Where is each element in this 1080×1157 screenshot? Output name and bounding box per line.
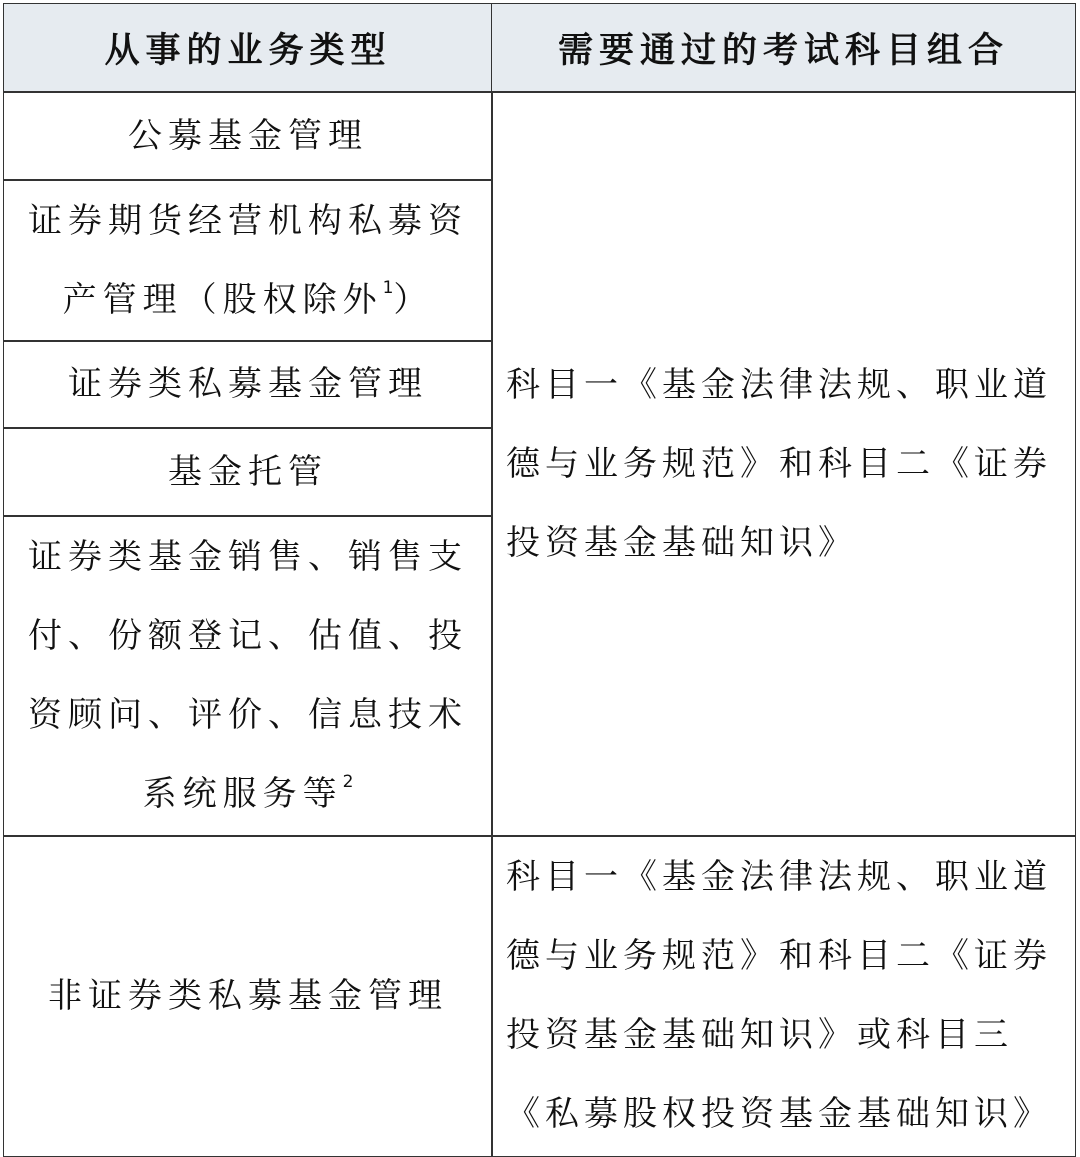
header-text: 需要通过的考试科目组合 <box>557 31 1009 71</box>
exam-combination-cell <box>491 835 1076 1157</box>
business-text: 证券类基金销售、销售支 <box>28 537 468 577</box>
business-text-tail: ） <box>393 279 434 320</box>
exam-text: 德与业务规范》和科目二《证券 <box>506 443 1052 484</box>
header-text: 从事的业务类型 <box>104 31 392 71</box>
exam-combination-cell <box>491 91 1076 837</box>
exam-text: 《私募股权投资基金基础知识》 <box>506 1094 1052 1134</box>
exam-text: 投资基金基础知识》 <box>506 522 857 563</box>
business-text: 资顾问、评价、信息技术 <box>28 695 468 735</box>
footnote-marker: 1 <box>382 277 394 298</box>
business-text: 公募基金管理 <box>128 115 368 156</box>
business-text-part: 系统服务等 <box>142 774 343 814</box>
table-row-business <box>3 835 493 1157</box>
business-text: 证券类私募基金管理 <box>68 364 428 404</box>
business-text-part: 产管理（股权除外 <box>62 279 383 320</box>
footnote-marker: 2 <box>342 772 354 792</box>
exam-text: 投资基金基础知识》或科目三 <box>506 1015 1013 1055</box>
business-text <box>143 755 354 834</box>
table-row-business <box>3 340 493 429</box>
business-text: 证券期货经营机构私募资 <box>28 200 468 241</box>
exam-text: 科目一《基金法律法规、职业道 <box>506 857 1052 897</box>
table-row-business <box>3 179 493 342</box>
table-row-business <box>3 91 493 181</box>
header-business-type <box>3 3 493 93</box>
header-exam-combination <box>491 3 1076 93</box>
exam-text: 科目一《基金法律法规、职业道 <box>506 364 1052 405</box>
business-text <box>63 261 434 340</box>
exam-text: 德与业务规范》和科目二《证券 <box>506 936 1052 976</box>
business-text: 付、份额登记、估值、投 <box>28 616 468 656</box>
business-text: 基金托管 <box>168 451 328 492</box>
table-row-business <box>3 427 493 517</box>
business-text: 非证券类私募基金管理 <box>48 975 448 1016</box>
table-row-business <box>3 515 493 837</box>
